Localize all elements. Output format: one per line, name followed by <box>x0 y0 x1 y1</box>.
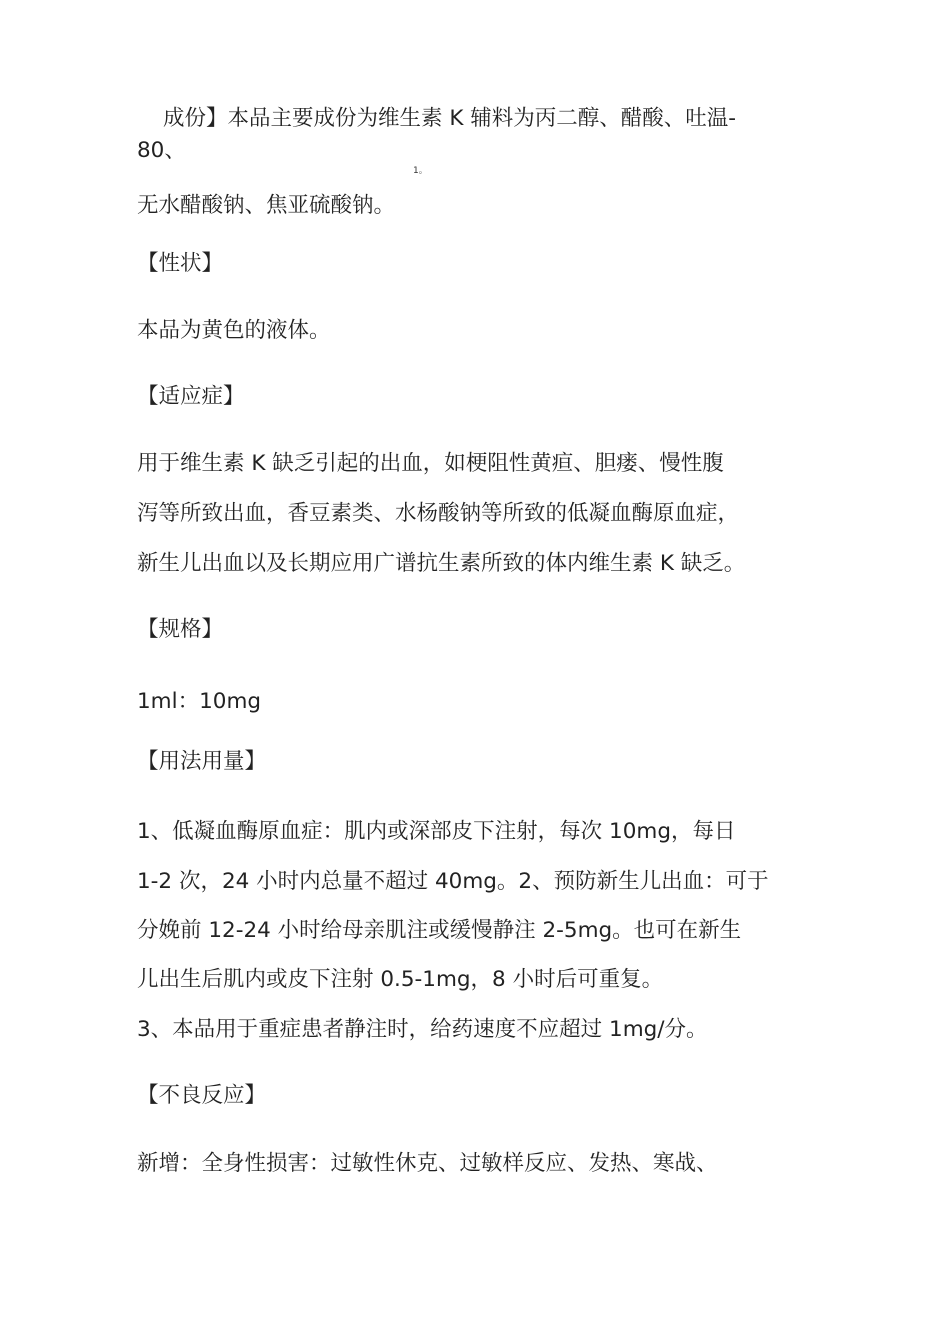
adverse-reactions-line: 新增：全身性损害：过敏性休克、过敏样反应、发热、寒战、 <box>137 1151 718 1176</box>
dosage-line: 分娩前 12-24 小时给母亲肌注或缓慢静注 2-5mg。也可在新生 <box>137 918 742 943</box>
indications-heading: 【适应症】 <box>137 384 245 409</box>
footnote-marker: 1。 <box>413 166 428 176</box>
indications-line: 新生儿出血以及长期应用广谱抗生素所致的体内维生素 K 缺乏。 <box>137 551 746 576</box>
indications-line: 用于维生素 K 缺乏引起的出血，如梗阻性黄疸、胆瘘、慢性腹 <box>137 451 724 476</box>
composition-line-2: 80、 <box>137 138 186 163</box>
properties-text: 本品为黄色的液体。 <box>137 318 331 343</box>
composition-line-3: 无水醋酸钠、焦亚硫酸钠。 <box>137 193 396 218</box>
adverse-reactions-heading: 【不良反应】 <box>137 1083 267 1108</box>
dosage-line: 3、本品用于重症患者静注时，给药速度不应超过 1mg/分。 <box>137 1017 708 1042</box>
dosage-heading: 【用法用量】 <box>137 749 267 774</box>
composition-line-1: 成份】本品主要成份为维生素 K 辅料为丙二醇、醋酸、吐温- <box>163 106 737 131</box>
specification-heading: 【规格】 <box>137 617 224 642</box>
properties-heading: 【性状】 <box>137 251 224 276</box>
indications-line: 泻等所致出血，香豆素类、水杨酸钠等所致的低凝血酶原血症， <box>137 501 740 526</box>
specification-text: 1ml：10mg <box>137 689 262 714</box>
dosage-line: 1-2 次，24 小时内总量不超过 40mg。2、预防新生儿出血：可于 <box>137 869 769 894</box>
dosage-line: 1、低凝血酶原血症：肌内或深部皮下注射，每次 10mg，每日 <box>137 819 736 844</box>
dosage-line: 儿出生后肌内或皮下注射 0.5-1mg，8 小时后可重复。 <box>137 967 664 992</box>
